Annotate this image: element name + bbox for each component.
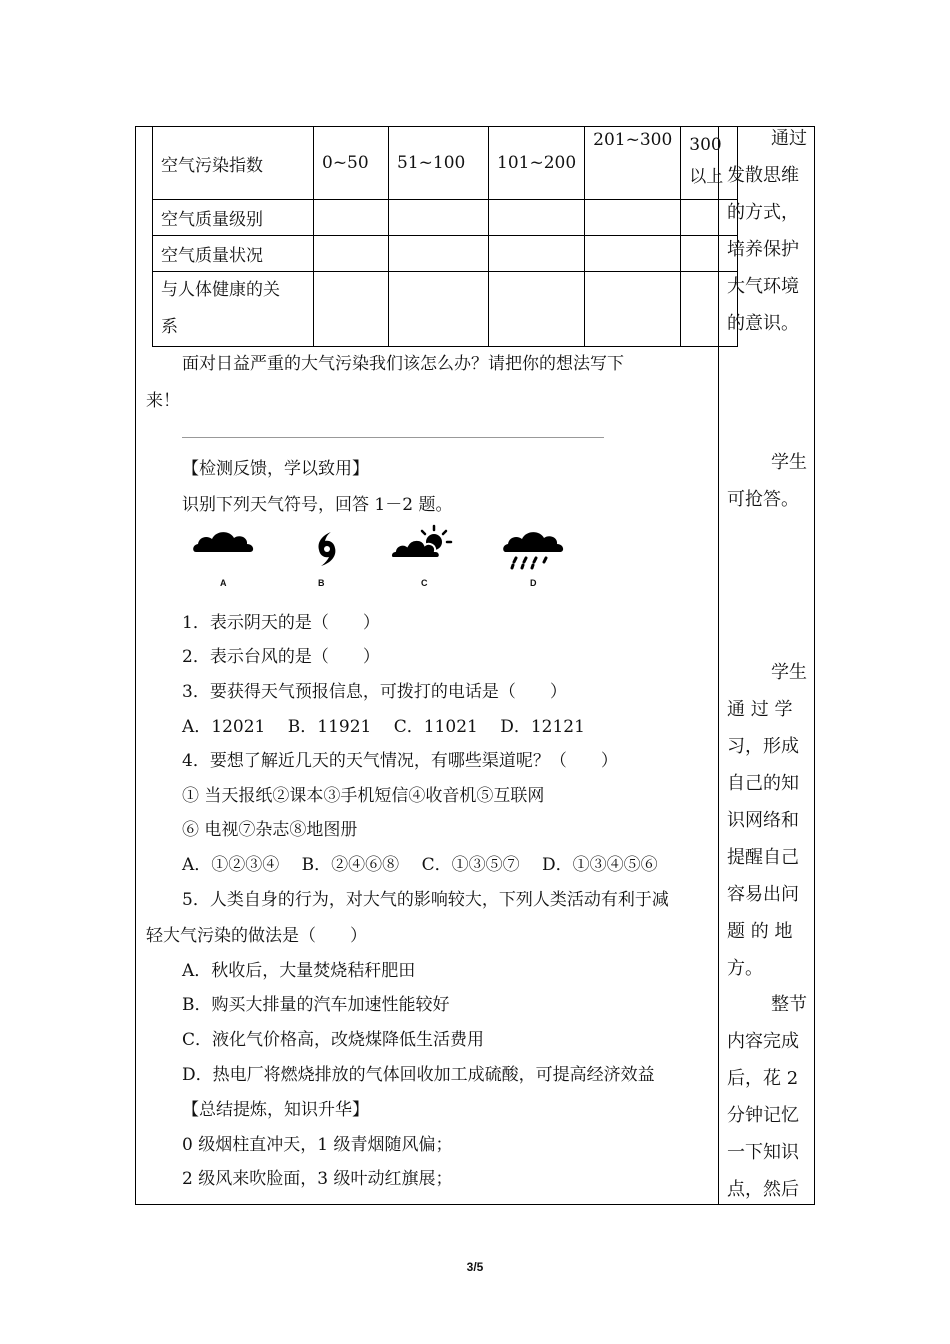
table-cell-text: 201~300: [593, 130, 673, 150]
table-cell: 0~50: [314, 127, 389, 200]
side-note-line: 习，形成: [727, 736, 799, 757]
table-cell: [489, 236, 585, 272]
side-note: [727, 654, 807, 987]
table-cell: [389, 236, 489, 272]
question-4: 4．要想了解近几天的天气情况，有哪些渠道呢？（ ）: [182, 751, 618, 771]
page-number: 3/5: [466, 1260, 484, 1274]
question-1: 1．表示阴天的是（ ）: [182, 613, 380, 633]
question-5-option-c: C．液化气价格高，改烧煤降低生活费用: [182, 1030, 485, 1050]
symbol-label: B: [318, 578, 325, 588]
summary-line: 2 级风来吹脸面，3 级叶动红旗展；: [182, 1169, 453, 1189]
table-cell: [585, 236, 681, 272]
question-5: 5．人类自身的行为，对大气的影响较大，下列人类活动有利于减: [182, 890, 669, 910]
table-cell: [314, 272, 389, 347]
table-cell-text: 与人体健康的关: [161, 280, 280, 300]
table-row: [153, 200, 738, 236]
section-heading: 【总结提炼，知识升华】: [182, 1100, 369, 1120]
section-heading: 【检测反馈，学以致用】: [182, 459, 369, 479]
side-note-line: 一下知识: [727, 1142, 799, 1163]
side-note-line: 大气环境: [727, 276, 799, 297]
side-note-line: 后，花 2: [727, 1068, 799, 1089]
typhoon-icon: [312, 530, 342, 568]
side-note-line: 的方式，: [727, 202, 799, 223]
table-row: [153, 127, 738, 200]
side-note-line: 题 的 地: [727, 921, 793, 942]
table-cell: [489, 272, 585, 347]
table-cell: [389, 272, 489, 347]
side-note: [727, 444, 807, 518]
table-cell: [314, 200, 389, 236]
air-quality-table: [152, 126, 738, 347]
table-cell: 51~100: [389, 127, 489, 200]
question-5-option-a: A．秋收后，大量焚烧秸秆肥田: [182, 961, 416, 981]
side-note-line: 分钟记忆: [727, 1105, 799, 1126]
symbol-label: A: [220, 578, 227, 588]
side-note-line: 可抢答。: [727, 489, 799, 510]
side-note-line: 识网络和: [727, 810, 799, 831]
question-text: 来！: [146, 391, 180, 411]
instruction-text: 识别下列天气符号，回答 1－2 题。: [182, 495, 453, 515]
side-note-line: 通 过 学: [727, 699, 793, 720]
answer-line: [182, 437, 604, 438]
side-note: [727, 120, 807, 342]
table-cell: 空气质量级别: [153, 200, 314, 236]
table-cell: 空气质量状况: [153, 236, 314, 272]
table-row: [153, 236, 738, 272]
question-4-items: ① 当天报纸②课本③手机短信④收音机⑤互联网: [182, 786, 545, 806]
question-4-items: ⑥ 电视⑦杂志⑧地图册: [182, 820, 358, 840]
table-cell: [585, 200, 681, 236]
table-cell: [489, 200, 585, 236]
table-cell: [153, 272, 314, 347]
side-note-line: 容易出问: [727, 884, 799, 905]
symbol-label: D: [530, 578, 537, 588]
side-note-line: 学生: [771, 452, 807, 473]
table-cell: [585, 272, 681, 347]
table-cell-text: 300: [689, 135, 722, 155]
rain-icon: [502, 528, 564, 570]
table-cell: 空气污染指数: [153, 127, 314, 200]
question-5-option-b: B．购买大排量的汽车加速性能较好: [182, 995, 450, 1015]
question-text: 面对日益严重的大气污染我们该怎么办？请把你的想法写下: [182, 354, 624, 374]
side-note: [727, 986, 807, 1208]
summary-line: 0 级烟柱直冲天，1 级青烟随风偏；: [182, 1135, 453, 1155]
table-cell: [389, 200, 489, 236]
side-note-line: 内容完成: [727, 1031, 799, 1052]
table-cell-text: 系: [161, 317, 178, 337]
side-note-line: 的意识。: [727, 313, 799, 334]
table-row: [153, 272, 738, 347]
question-5: 轻大气污染的做法是（ ）: [146, 926, 367, 946]
question-3-options: A．12021 B．11921 C．11021 D．12121: [182, 717, 585, 737]
table-cell: [314, 236, 389, 272]
side-note-line: 学生: [771, 662, 807, 683]
side-note-line: 自己的知: [727, 773, 799, 794]
side-note-line: 方。: [727, 958, 763, 979]
question-3: 3．要获得天气预报信息，可拨打的电话是（ ）: [182, 682, 567, 702]
question-2: 2．表示台风的是（ ）: [182, 647, 380, 667]
side-note-line: 培养保护: [727, 239, 799, 260]
side-note-line: 整节: [771, 994, 807, 1015]
partly-cloudy-icon: [390, 524, 456, 562]
side-note-line: 点，然后: [727, 1179, 799, 1200]
side-note-line: 通过: [771, 128, 807, 149]
table-cell: 101~200: [489, 127, 585, 200]
question-5-option-d: D．热电厂将燃烧排放的气体回收加工成硫酸，可提高经济效益: [182, 1065, 655, 1085]
question-4-options: A．①②③④ B．②④⑥⑧ C．①③⑤⑦ D．①③④⑤⑥: [182, 855, 658, 875]
overcast-cloud-icon: [192, 528, 256, 556]
table-cell: [585, 127, 681, 200]
table-cell-text: 以上: [689, 167, 724, 187]
symbol-label: C: [421, 578, 428, 588]
side-note-line: 提醒自己: [727, 847, 799, 868]
side-note-line: 发散思维: [727, 165, 799, 186]
